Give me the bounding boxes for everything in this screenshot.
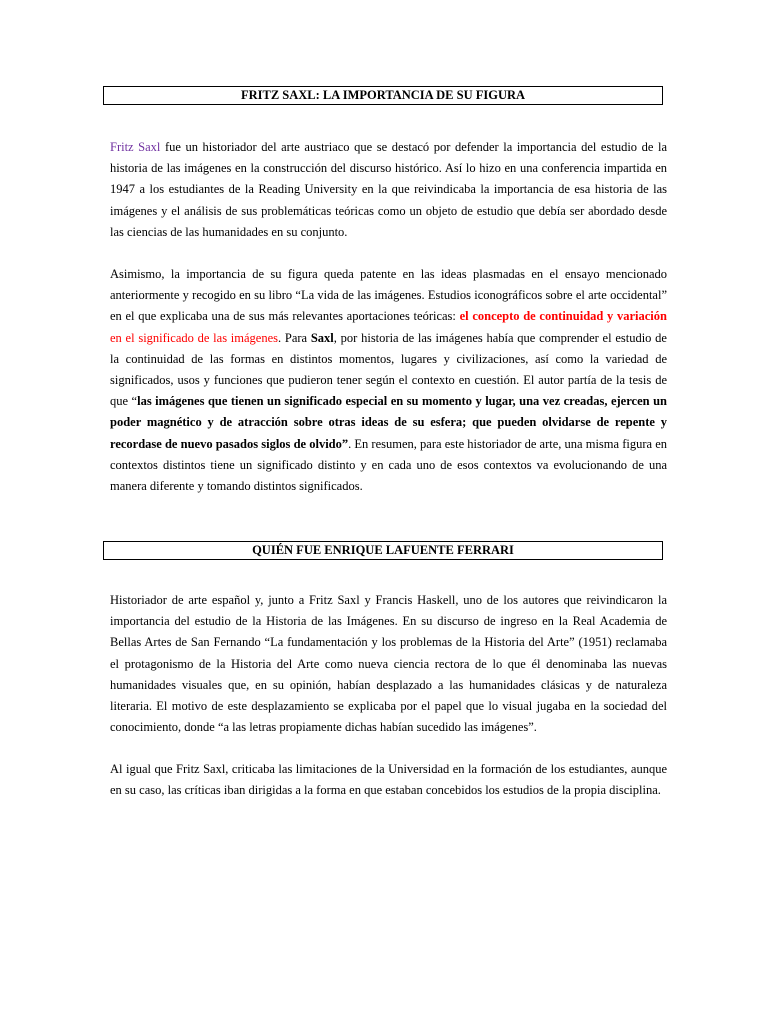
bold-name-saxl: Saxl bbox=[310, 330, 334, 345]
paragraph-text: . Para bbox=[278, 330, 311, 345]
paragraph-lafuente-critique: Al igual que Fritz Saxl, criticaba las limitaciones de la Universidad en la formación de los estudiantes, aunque en su caso, las críticas iban dirigidas a la forma en que estaban concebidos los estudios de la propia disciplina. bbox=[110, 762, 667, 798]
paragraph-text: Asimismo, la importancia de su figura queda patente en las ideas plasmadas en el ensayo mencionado anteriormente y recogido en su libro “La vida de las imágenes. Estudios iconográficos sobre el arte occidental” en el que explicaba una de sus más relevantes aportaciones teóricas: bbox=[110, 267, 667, 324]
section-heading-lafuente: QUIÉN FUE ENRIQUE LAFUENTE FERRARI bbox=[103, 541, 663, 560]
paragraph-text: fue un historiador del arte austriaco que se destacó por defender la importancia del estudio de la historia de las imágenes en la construcción del discurso histórico. Así lo hizo en una conferencia impartida en 1947 a los estudiantes de la Reading University en la que reivindicaba la importancia de esa historia de las imágenes y el análisis de sus problemáticas teóricas como un objeto de estudio que debía ser abordado desde las ciencias de las humanidades en su conjunto. bbox=[110, 140, 667, 239]
highlighted-concept-continuation: en el significado de las imágenes bbox=[110, 330, 279, 345]
paragraph-lafuente-bio: Historiador de arte español y, junto a Fritz Saxl y Francis Haskell, uno de los autores que reivindicaron la importancia del estudio de la Historia de las Imágenes. En su discurso de ingreso en la Real Academia de Bellas Artes de San Fernando “La fundamentación y los problemas de la Historia del Arte” (1951) reclamaba el protagonismo de la Historia del Arte como nueva ciencia rectora de lo que él denominaba las nuevas humanidades visuales que, en su opinión, habían desplazado a las humanidades clásicas y de naturaleza literaria. El motivo de este desplazamiento se explicaba por el papel que lo visual jugaba en la sociedad del conocimiento, donde “a las letras propiamente dichas habían sucedido las imágenes”. bbox=[110, 593, 667, 735]
section-heading-saxl: FRITZ SAXL: LA IMPORTANCIA DE SU FIGURA bbox=[103, 86, 663, 105]
bold-quote: las imágenes que tienen un significado especial en su momento y lugar, una vez creadas, ejercen un poder magnético y de atracción sobre otras ideas de su esfera; que pueden olvidarse de repente y recordase de nuevo pasados siglos de olvido” bbox=[110, 394, 667, 451]
paragraph-text: , por historia de las imágenes había que comprender el estudio de la continuidad de las formas en distintos momentos, lugares y civilizaciones, así como la variedad de significados, usos y funciones que pudieron tener según el contexto en cuestión. El autor partía de la tesis de que “ bbox=[110, 330, 667, 409]
highlighted-concept: el concepto de continuidad y variación bbox=[459, 309, 667, 324]
paragraph-saxl-intro bbox=[110, 137, 667, 243]
paragraph-saxl-theory bbox=[110, 264, 667, 497]
paragraph-text: . En resumen, para este historiador de arte, una misma figura en contextos distintos tiene un significado distinto y en cada uno de esos contextos va evolucionando de una manera diferente y tomando distintos significados. bbox=[110, 436, 667, 494]
highlighted-name-fritz-saxl: Fritz Saxl bbox=[110, 140, 161, 154]
